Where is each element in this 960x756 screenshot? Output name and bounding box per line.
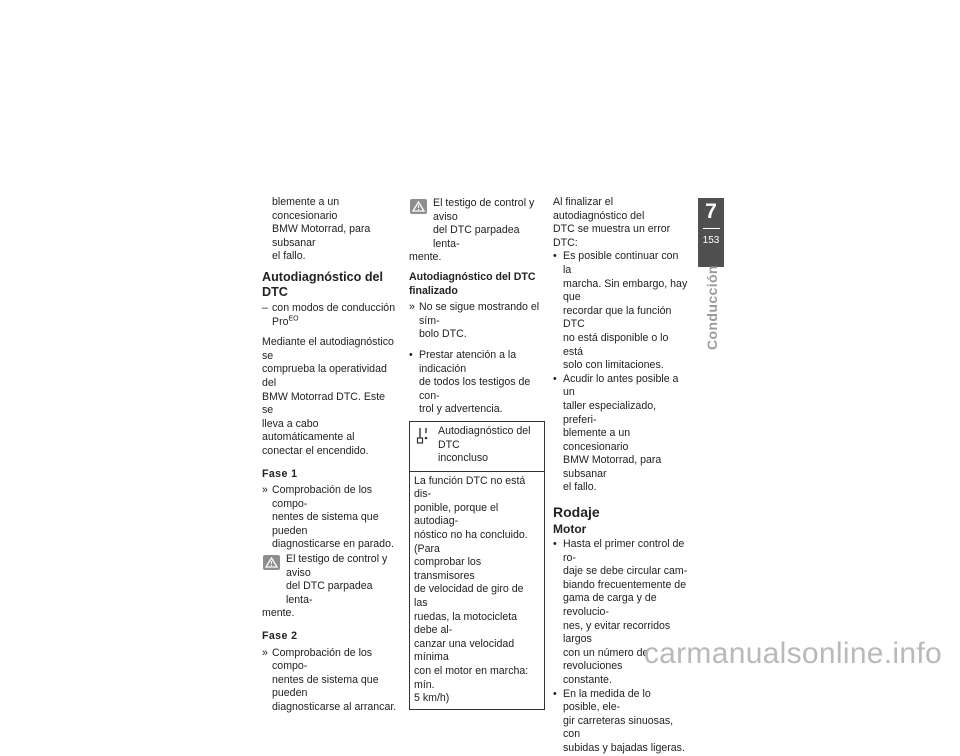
heading-fase-2: Fase 2 <box>262 630 298 643</box>
chapter-side-label: Conducción <box>704 265 720 350</box>
heading-motor: Motor <box>553 522 587 537</box>
dash-item: – con modos de conducción Pro$^{EO}$ <box>262 301 396 328</box>
column-3 <box>553 196 689 756</box>
bullet-item: • En la medida de lo posible, ele- gir carreteras sinuosas, con subidas y bajadas ligeras. <box>553 687 685 754</box>
info-box-header: Autodiagnóstico del DTC inconcluso <box>410 422 544 472</box>
continued-text: blemente a un concesionario BMW Motorrad, para subsanar el fallo. <box>272 196 371 263</box>
chapter-number: 7 <box>705 200 717 223</box>
bullet-item: • Hasta el primer control de ro- daje se debe circular cam- biando frecuentemente de gama de carga y de revolucio- nes, y evitar recorridos largos con un número de revoluciones constante. <box>553 538 688 686</box>
warning-triangle-icon <box>410 199 427 214</box>
fase2-step: » Comprobación de los compo- nentes de sistema que pueden diagnosticarse al arrancar. <box>262 646 397 713</box>
column-2 <box>409 196 545 710</box>
info-box <box>409 421 545 710</box>
dtc-error-paragraph: Al finalizar el autodiagnóstico del DTC se muestra un error DTC: <box>553 196 671 249</box>
page-number: 153 <box>702 235 720 246</box>
watermark: carmanualsonline.info <box>643 637 942 670</box>
intro-paragraph: Mediante el autodiagnóstico se comprueba la operatividad del BMW Motorrad DTC. Este se lleva a cabo automáticamente al conectar el encendido. <box>262 336 394 457</box>
divider <box>703 228 720 229</box>
heading-rodaje: Rodaje <box>553 504 600 521</box>
column-1 <box>262 196 398 715</box>
warning-note: El testigo de control y aviso del DTC parpadea lenta- mente. <box>409 197 535 264</box>
finished-step: » No se sigue mostrando el sím- bolo DTC. <box>409 301 540 341</box>
warning-triangle-icon <box>263 555 280 570</box>
fase1-step: » Comprobación de los compo- nentes de sistema que pueden diagnosticarse en parado. <box>262 484 394 551</box>
warning-note: El testigo de control y aviso del DTC parpadea lenta- mente. <box>262 553 388 620</box>
chapter-tab <box>698 198 724 267</box>
bullet-item: • Es posible continuar con la marcha. Sin embargo, hay que recordar que la función DTC no está disponible o lo está solo con limitaciones. <box>553 250 688 372</box>
option-superscript: EO <box>288 315 299 323</box>
bullet-item: • Acudir lo antes posible a un taller especializado, preferi- blemente a un concesionario BMW Motorrad, para subsanar el fallo. <box>553 372 679 494</box>
info-icon <box>416 426 430 446</box>
info-box-body: La función DTC no está dis- ponible, porque el autodiag- nóstico no ha concluido. (Para comprobar los transmisores de velocidad de giro de las ruedas, la motocicleta debe al- canzar una velocidad mínima con el motor en marcha: mín. 5 km/h) <box>414 474 529 705</box>
heading-dtc-selftest: Autodiagnóstico del DTC <box>262 269 384 299</box>
heading-fase-1: Fase 1 <box>262 467 298 480</box>
heading-dtc-finished: Autodiagnóstico del DTC finalizado <box>409 270 536 297</box>
bullet-item: • Prestar atención a la indicación de todos los testigos de con- trol y advertencia. <box>409 348 531 416</box>
